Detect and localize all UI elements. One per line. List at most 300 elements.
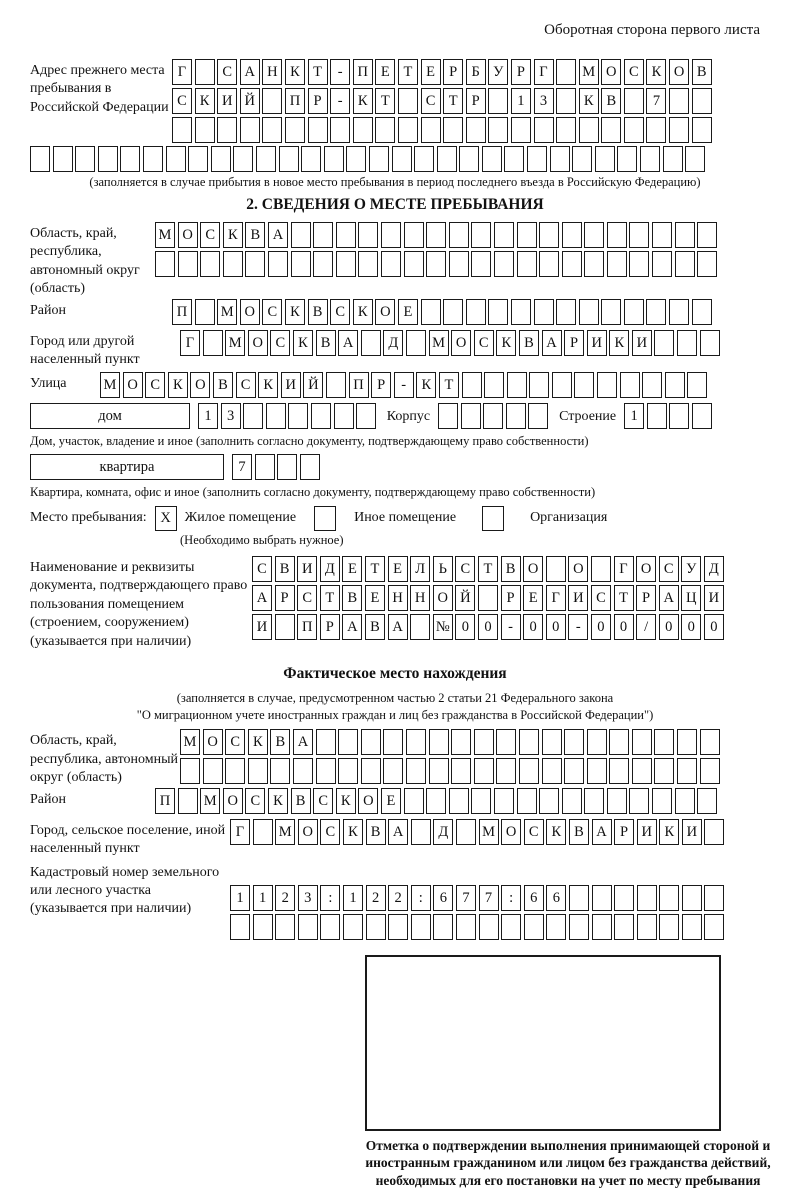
char-cell: [313, 251, 333, 277]
char-cell: С: [320, 819, 340, 845]
char-cell: [456, 819, 476, 845]
char-cell: П: [349, 372, 369, 398]
char-cell: -: [501, 614, 521, 640]
char-cell: [595, 146, 615, 172]
char-cell: А: [338, 330, 358, 356]
char-cell: И: [632, 330, 652, 356]
char-cell: [411, 914, 431, 940]
char-cell: [614, 885, 634, 911]
char-cell: [692, 117, 712, 143]
char-cell: [443, 299, 463, 325]
char-cell: К: [353, 88, 373, 114]
char-cell: 1: [511, 88, 531, 114]
char-cell: [451, 758, 471, 784]
char-cell: 7: [646, 88, 666, 114]
char-cell: 3: [298, 885, 318, 911]
char-cell: [243, 403, 263, 429]
char-cell: [381, 222, 401, 248]
char-cell: [438, 403, 458, 429]
char-cell: [542, 729, 562, 755]
char-cell: Т: [398, 59, 418, 85]
korpus-cells: [438, 403, 551, 429]
char-cell: П: [155, 788, 175, 814]
char-cell: [569, 914, 589, 940]
char-cell: Р: [371, 372, 391, 398]
char-cell: С: [624, 59, 644, 85]
char-cell: К: [285, 59, 305, 85]
char-cell: [451, 729, 471, 755]
char-cell: [466, 299, 486, 325]
stroenie-label: Строение: [559, 408, 617, 424]
char-cell: Г: [546, 585, 566, 611]
char-cell: 0: [681, 614, 701, 640]
char-cell: [426, 222, 446, 248]
char-cell: А: [240, 59, 260, 85]
char-cell: [527, 146, 547, 172]
char-cell: В: [308, 299, 328, 325]
region-label: Область, край, республика, автономный округ (область): [30, 226, 140, 297]
actual-city-row: [230, 819, 727, 845]
char-cell: [704, 914, 724, 940]
char-cell: К: [168, 372, 188, 398]
house-field-box: дом: [30, 403, 190, 429]
char-cell: 1: [253, 885, 273, 911]
char-cell: К: [579, 88, 599, 114]
char-cell: [383, 758, 403, 784]
char-cell: [539, 251, 559, 277]
char-cell: Е: [523, 585, 543, 611]
char-cell: [356, 403, 376, 429]
char-cell: Д: [433, 819, 453, 845]
stroenie-cells: [624, 403, 714, 429]
option-residential-label: Жилое помещение: [184, 510, 297, 526]
char-cell: Р: [443, 59, 463, 85]
char-cell: [361, 729, 381, 755]
char-cell: [285, 117, 305, 143]
char-cell: [632, 758, 652, 784]
char-cell: П: [172, 299, 192, 325]
char-cell: [682, 914, 702, 940]
char-cell: [607, 251, 627, 277]
char-cell: [279, 146, 299, 172]
char-cell: М: [579, 59, 599, 85]
char-cell: [556, 88, 576, 114]
char-cell: 1: [624, 403, 644, 429]
document-block: [30, 556, 760, 651]
house-cells: [198, 403, 379, 429]
region-block: [30, 222, 760, 299]
char-cell: В: [519, 330, 539, 356]
char-cell: А: [592, 819, 612, 845]
char-cell: Г: [230, 819, 250, 845]
char-cell: [429, 758, 449, 784]
char-cell: [471, 251, 491, 277]
char-cell: 0: [591, 614, 611, 640]
char-cell: [494, 251, 514, 277]
char-cell: [313, 222, 333, 248]
char-cell: [592, 914, 612, 940]
char-cell: [471, 788, 491, 814]
char-cell: Д: [320, 556, 340, 582]
char-cell: [178, 788, 198, 814]
char-cell: С: [245, 788, 265, 814]
actual-region-grid: [180, 729, 722, 787]
char-cell: [488, 299, 508, 325]
char-cell: [677, 758, 697, 784]
char-cell: [524, 914, 544, 940]
char-cell: [620, 372, 640, 398]
char-cell: С: [474, 330, 494, 356]
char-cell: В: [245, 222, 265, 248]
char-cell: 6: [524, 885, 544, 911]
char-cell: 0: [455, 614, 475, 640]
apartment-cells: [232, 454, 322, 480]
char-cell: У: [681, 556, 701, 582]
char-cell: С: [297, 585, 317, 611]
char-cell: [494, 222, 514, 248]
char-cell: -: [394, 372, 414, 398]
char-cell: :: [501, 885, 521, 911]
cadastral-block: [30, 861, 760, 943]
char-cell: Т: [439, 372, 459, 398]
char-cell: М: [479, 819, 499, 845]
char-cell: [404, 222, 424, 248]
actual-region-block: [30, 729, 760, 787]
char-cell: С: [524, 819, 544, 845]
char-cell: [654, 330, 674, 356]
char-cell: [488, 88, 508, 114]
char-cell: [240, 117, 260, 143]
char-cell: [677, 729, 697, 755]
char-cell: [298, 914, 318, 940]
char-cell: [496, 758, 516, 784]
char-cell: [624, 88, 644, 114]
char-cell: Д: [383, 330, 403, 356]
actual-city-label: Город, сельское поселение, иной населенный пункт: [30, 822, 226, 857]
char-cell: [601, 117, 621, 143]
char-cell: Р: [501, 585, 521, 611]
actual-city-block: [30, 819, 760, 859]
checkbox-residential: X: [155, 506, 177, 531]
char-cell: В: [365, 614, 385, 640]
apartment-line: [30, 454, 760, 483]
char-cell: [300, 454, 320, 480]
char-cell: Р: [466, 88, 486, 114]
char-cell: [640, 146, 660, 172]
stay-type-note: (Необходимо выбрать нужное): [180, 532, 344, 547]
char-cell: [361, 758, 381, 784]
char-cell: Е: [381, 788, 401, 814]
char-cell: О: [523, 556, 543, 582]
cadastral-label: Кадастровый номер земельного или лесного участка (указывается при наличии): [30, 864, 220, 917]
char-cell: [584, 788, 604, 814]
stay-type-row: [30, 506, 760, 531]
char-cell: [675, 788, 695, 814]
char-cell: В: [501, 556, 521, 582]
district-label: Район: [30, 302, 66, 318]
char-cell: [652, 788, 672, 814]
char-cell: [366, 914, 386, 940]
char-cell: Т: [365, 556, 385, 582]
char-cell: [75, 146, 95, 172]
char-cell: 2: [388, 885, 408, 911]
char-cell: 3: [221, 403, 241, 429]
char-cell: [507, 372, 527, 398]
char-cell: [474, 758, 494, 784]
char-cell: [504, 146, 524, 172]
char-cell: И: [637, 819, 657, 845]
char-cell: [383, 729, 403, 755]
char-cell: Н: [262, 59, 282, 85]
char-cell: [569, 885, 589, 911]
char-cell: [330, 117, 350, 143]
actual-location-heading: Фактическое место нахождения: [283, 665, 507, 683]
char-cell: 0: [546, 614, 566, 640]
char-cell: [511, 117, 531, 143]
char-cell: [120, 146, 140, 172]
prev-address-row-1: [172, 59, 714, 85]
char-cell: С: [252, 556, 272, 582]
char-cell: [414, 146, 434, 172]
char-cell: 0: [523, 614, 543, 640]
char-cell: [629, 788, 649, 814]
char-cell: П: [285, 88, 305, 114]
char-cell: [550, 146, 570, 172]
char-cell: [637, 885, 657, 911]
city-block: [30, 330, 760, 370]
city-label: Город или другой населенный пункт: [30, 333, 140, 368]
char-cell: [195, 59, 215, 85]
char-cell: И: [252, 614, 272, 640]
char-cell: [482, 146, 502, 172]
char-cell: И: [281, 372, 301, 398]
char-cell: [697, 788, 717, 814]
char-cell: П: [297, 614, 317, 640]
char-cell: [562, 788, 582, 814]
char-cell: [614, 914, 634, 940]
char-cell: [426, 788, 446, 814]
char-cell: [253, 914, 273, 940]
char-cell: Р: [636, 585, 656, 611]
option-organization-label: Организация: [530, 510, 608, 526]
actual-region-row-1: [180, 729, 722, 755]
char-cell: [398, 117, 418, 143]
char-cell: [301, 146, 321, 172]
char-cell: М: [429, 330, 449, 356]
char-cell: [564, 758, 584, 784]
char-cell: [542, 758, 562, 784]
char-cell: [353, 117, 373, 143]
char-cell: С: [217, 59, 237, 85]
option-other-premises-label: Иное помещение: [354, 510, 457, 526]
document-grid: [252, 556, 726, 643]
char-cell: К: [336, 788, 356, 814]
char-cell: К: [248, 729, 268, 755]
char-cell: [381, 251, 401, 277]
char-cell: [562, 222, 582, 248]
char-cell: [277, 454, 297, 480]
char-cell: [195, 299, 215, 325]
char-cell: О: [248, 330, 268, 356]
char-cell: А: [342, 614, 362, 640]
char-cell: К: [258, 372, 278, 398]
char-cell: Р: [511, 59, 531, 85]
char-cell: Е: [398, 299, 418, 325]
char-cell: [288, 403, 308, 429]
char-cell: [406, 729, 426, 755]
char-cell: [230, 914, 250, 940]
char-cell: [248, 758, 268, 784]
char-cell: О: [601, 59, 621, 85]
prev-address-row-4: [30, 146, 760, 172]
char-cell: [659, 885, 679, 911]
char-cell: [53, 146, 73, 172]
char-cell: В: [270, 729, 290, 755]
char-cell: Р: [308, 88, 328, 114]
cadastral-grid: [230, 861, 727, 943]
previous-address-label: Адрес прежнего места пребывания в Российской Федерации: [30, 63, 169, 115]
char-cell: С: [313, 788, 333, 814]
char-cell: 7: [479, 885, 499, 911]
char-cell: [291, 222, 311, 248]
char-cell: К: [195, 88, 215, 114]
char-cell: М: [155, 222, 175, 248]
checkbox-other-premises: [314, 506, 336, 531]
section2-heading: 2. СВЕДЕНИЯ О МЕСТЕ ПРЕБЫВАНИЯ: [246, 196, 544, 213]
char-cell: Т: [320, 585, 340, 611]
char-cell: М: [100, 372, 120, 398]
char-cell: [338, 729, 358, 755]
char-cell: У: [488, 59, 508, 85]
char-cell: [270, 758, 290, 784]
confirmation-stamp-box: [365, 955, 721, 1131]
char-cell: [478, 585, 498, 611]
char-cell: [654, 729, 674, 755]
char-cell: [320, 914, 340, 940]
char-cell: С: [270, 330, 290, 356]
stamp-caption: Отметка о подтверждении выполнения принимающей стороной и иностранным гражданином или лицом без гражданства действий, необходимых для его постановки на учет по месту пребывания: [365, 1137, 771, 1189]
char-cell: [519, 758, 539, 784]
char-cell: С: [262, 299, 282, 325]
char-cell: М: [180, 729, 200, 755]
char-cell: 1: [343, 885, 363, 911]
char-cell: Г: [614, 556, 634, 582]
char-cell: [597, 372, 617, 398]
char-cell: [506, 403, 526, 429]
char-cell: К: [353, 299, 373, 325]
char-cell: [511, 299, 531, 325]
char-cell: [275, 914, 295, 940]
char-cell: [338, 758, 358, 784]
char-cell: [609, 729, 629, 755]
char-cell: [449, 222, 469, 248]
char-cell: [556, 299, 576, 325]
char-cell: В: [692, 59, 712, 85]
char-cell: К: [285, 299, 305, 325]
char-cell: [449, 251, 469, 277]
house-note: Дом, участок, владение и иное (заполнить согласно документу, подтверждающему право собственности): [30, 433, 589, 448]
char-cell: -: [330, 59, 350, 85]
char-cell: [587, 758, 607, 784]
char-cell: Й: [303, 372, 323, 398]
char-cell: 6: [433, 885, 453, 911]
char-cell: [456, 914, 476, 940]
char-cell: В: [275, 556, 295, 582]
char-cell: -: [330, 88, 350, 114]
char-cell: Т: [443, 88, 463, 114]
char-cell: [195, 117, 215, 143]
char-cell: В: [569, 819, 589, 845]
char-cell: С: [591, 585, 611, 611]
char-cell: [669, 88, 689, 114]
char-cell: [291, 251, 311, 277]
char-cell: [188, 146, 208, 172]
char-cell: [546, 914, 566, 940]
char-cell: О: [433, 585, 453, 611]
char-cell: [466, 117, 486, 143]
char-cell: [632, 729, 652, 755]
char-cell: К: [416, 372, 436, 398]
char-cell: [534, 299, 554, 325]
char-cell: [629, 251, 649, 277]
char-cell: -: [568, 614, 588, 640]
char-cell: С: [659, 556, 679, 582]
char-cell: [624, 299, 644, 325]
char-cell: [437, 146, 457, 172]
char-cell: С: [455, 556, 475, 582]
actual-district-row: [155, 788, 720, 814]
city-row: [180, 330, 722, 356]
char-cell: С: [172, 88, 192, 114]
char-cell: О: [375, 299, 395, 325]
char-cell: Б: [466, 59, 486, 85]
char-cell: В: [316, 330, 336, 356]
char-cell: [410, 614, 430, 640]
actual-location-note-2: "О миграционном учете иностранных граждан и лиц без гражданства в Российской Федерации"): [136, 708, 654, 723]
char-cell: О: [178, 222, 198, 248]
char-cell: [539, 788, 559, 814]
char-cell: 7: [232, 454, 252, 480]
char-cell: И: [568, 585, 588, 611]
char-cell: [343, 914, 363, 940]
char-cell: [461, 403, 481, 429]
char-cell: [449, 788, 469, 814]
char-cell: [484, 372, 504, 398]
char-cell: Ь: [433, 556, 453, 582]
char-cell: 0: [704, 614, 724, 640]
char-cell: [178, 251, 198, 277]
char-cell: [311, 403, 331, 429]
char-cell: [546, 556, 566, 582]
char-cell: [692, 299, 712, 325]
char-cell: [519, 729, 539, 755]
char-cell: [369, 146, 389, 172]
char-cell: [404, 251, 424, 277]
district-row: [172, 299, 714, 325]
char-cell: [572, 146, 592, 172]
char-cell: И: [587, 330, 607, 356]
char-cell: И: [297, 556, 317, 582]
char-cell: [392, 146, 412, 172]
apartment-note: Квартира, комната, офис и иное (заполнить согласно документу, подтверждающему право собственности): [30, 484, 596, 499]
char-cell: [584, 222, 604, 248]
char-cell: [669, 299, 689, 325]
char-cell: [266, 403, 286, 429]
char-cell: Г: [172, 59, 192, 85]
document-row-2: [252, 585, 726, 611]
char-cell: [587, 729, 607, 755]
char-cell: [316, 729, 336, 755]
